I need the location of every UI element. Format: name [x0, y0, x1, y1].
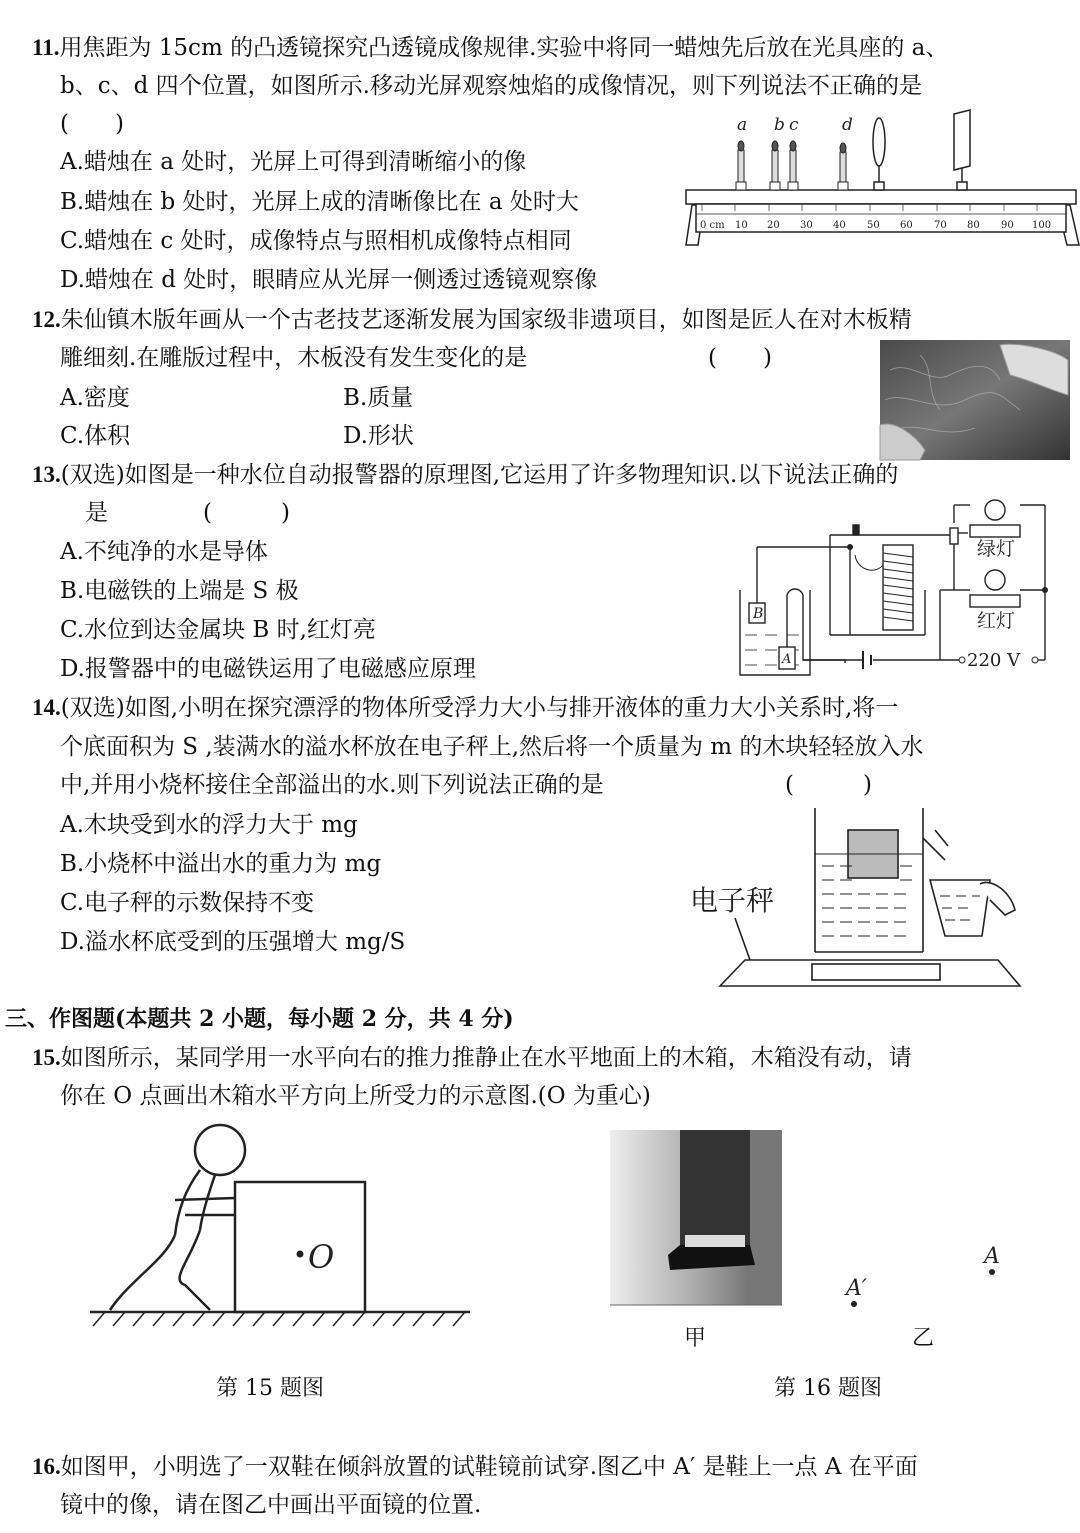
q14-option-a: A.木块受到水的浮力大于 mg — [60, 812, 358, 838]
q12-option-c: C.体积 — [60, 423, 131, 449]
q13-bracket: ( ) — [203, 500, 290, 526]
shoe-mirror-photo — [610, 1130, 785, 1310]
q14-bracket: ( ) — [785, 772, 872, 798]
q13-option-d: D.报警器中的电磁铁运用了电磁感应原理 — [60, 656, 476, 682]
scale-label: 电子秤 — [690, 884, 775, 917]
q14-line1: 14.(双选)如图,小明在探究漂浮的物体所受浮力大小与排开液体的重力大小关系时,将一 — [32, 695, 899, 721]
light-screen — [954, 110, 970, 190]
candle-b — [770, 141, 780, 190]
q16-line2: 镜中的像，请在图乙中画出平面镜的位置. — [60, 1492, 482, 1518]
ruler-tick-80: 80 — [967, 220, 980, 231]
ruler-tick-50: 50 — [867, 220, 880, 231]
q16-figure-caption: 第 16 题图 — [774, 1376, 882, 1401]
figure-jia-label: 甲 — [684, 1326, 707, 1351]
point-a-prime-label: A′ — [846, 1276, 867, 1301]
ruler-tick-0: 0 cm — [700, 220, 725, 231]
point-label-a: a — [737, 115, 748, 135]
candle-c — [788, 141, 798, 190]
q16-line1: 16.如图甲，小明选了一双鞋在倾斜放置的试鞋镜前试穿.图乙中 A′ 是鞋上一点 A 在平面 — [32, 1454, 918, 1480]
section-3-title: 三、作图题(本题共 2 小题，每小题 2 分，共 4 分) — [5, 1006, 514, 1032]
ruler-tick-30: 30 — [800, 220, 813, 231]
ruler-tick-60: 60 — [900, 220, 913, 231]
figure-yi-points — [840, 1235, 1010, 1315]
point-label-d: d — [842, 115, 853, 135]
q13-option-a: A.不纯净的水是导体 — [60, 539, 268, 565]
q14-option-c: C.电子秤的示数保持不变 — [60, 890, 315, 916]
ruler-tick-40: 40 — [833, 220, 846, 231]
q12-line1: 12.朱仙镇木版年画从一个古老技艺逐渐发展为国家级非遗项目，如图是匠人在对木板精 — [32, 307, 912, 333]
q12-line2: 雕细刻.在雕版过程中，木板没有发生变化的是 — [60, 345, 528, 371]
candle-d — [838, 143, 848, 190]
green-lamp-label: 绿灯 — [977, 538, 1016, 560]
optical-bench-figure — [672, 110, 1080, 250]
woodcarving-photo — [880, 340, 1070, 460]
q11-bracket: ( ) — [60, 111, 124, 137]
point-o-label: O — [308, 1238, 335, 1276]
push-box-figure — [90, 1120, 470, 1340]
convex-lens — [873, 118, 885, 190]
point-label-c: c — [789, 115, 799, 135]
ruler-tick-10: 10 — [735, 220, 748, 231]
red-lamp-label: 红灯 — [977, 610, 1016, 632]
overflow-cup-figure — [690, 800, 1030, 990]
q12-bracket: ( ) — [708, 345, 772, 371]
water-alarm-circuit — [735, 495, 1080, 685]
candle-a — [736, 141, 746, 190]
q15-line1: 15.如图所示，某同学用一水平向右的推力推静止在水平地面上的木箱，木箱没有动，请 — [32, 1045, 912, 1071]
block-a-label: A — [782, 652, 792, 667]
q11-option-d: D.蜡烛在 d 处时，眼睛应从光屏一侧透过透镜观察像 — [60, 267, 598, 293]
point-label-b: b — [774, 115, 785, 135]
q15-figure-caption: 第 15 题图 — [216, 1376, 324, 1401]
ruler-tick-90: 90 — [1001, 220, 1014, 231]
q13-line2: 是 — [85, 500, 108, 526]
q12-option-a: A.密度 — [60, 385, 130, 411]
q14-option-d: D.溢水杯底受到的压强增大 mg/S — [60, 929, 406, 955]
q13-option-b: B.电磁铁的上端是 S 极 — [60, 578, 299, 604]
figure-yi-label: 乙 — [912, 1326, 935, 1351]
q11-line2: b、c、d 四个位置，如图所示.移动光屏观察烛焰的成像情况，则下列说法不正确的是 — [60, 73, 922, 99]
q11-option-c: C.蜡烛在 c 处时，成像特点与照相机成像特点相同 — [60, 228, 572, 254]
q14-line2: 个底面积为 S ,装满水的溢水杯放在电子秤上,然后将一个质量为 m 的木块轻轻放入水 — [60, 734, 924, 760]
ruler-tick-20: 20 — [767, 220, 780, 231]
q14-option-b: B.小烧杯中溢出水的重力为 mg — [60, 851, 382, 877]
q13-option-c: C.水位到达金属块 B 时,红灯亮 — [60, 617, 376, 643]
q15-line2: 你在 O 点画出木箱水平方向上所受力的示意图.(O 为重心) — [60, 1083, 651, 1109]
point-a-label: A — [984, 1244, 1000, 1269]
block-b-label: B — [753, 606, 764, 622]
ruler-tick-70: 70 — [934, 220, 947, 231]
q14-line3: 中,并用小烧杯接住全部溢出的水.则下列说法正确的是 — [60, 772, 604, 798]
voltage-label: 220 V — [967, 650, 1021, 671]
q12-option-d: D.形状 — [343, 423, 414, 449]
q11-line1: 11.用焦距为 15cm 的凸透镜探究凸透镜成像规律.实验中将同一蜡烛先后放在光具座的 a、 — [32, 35, 949, 61]
q13-line1: 13.(双选)如图是一种水位自动报警器的原理图,它运用了许多物理知识.以下说法正确的 — [32, 462, 899, 488]
ruler-tick-100: 100 — [1032, 220, 1052, 231]
q11-option-a: A.蜡烛在 a 处时，光屏上可得到清晰缩小的像 — [60, 149, 527, 175]
q12-option-b: B.质量 — [343, 385, 414, 411]
q11-option-b: B.蜡烛在 b 处时，光屏上成的清晰像比在 a 处时大 — [60, 189, 579, 215]
